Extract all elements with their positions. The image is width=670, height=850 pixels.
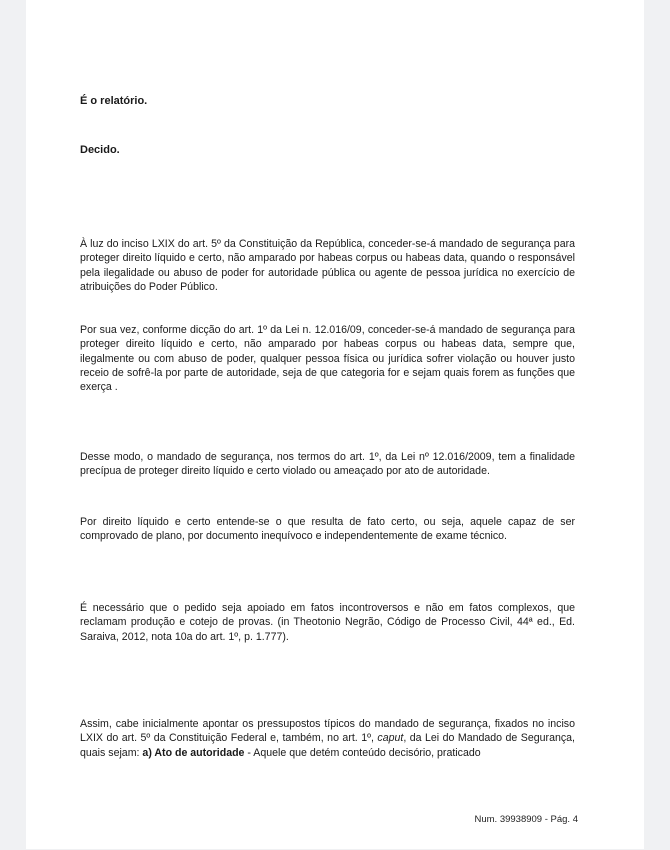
requirements-text-1: Assim, cabe inicialmente apontar os pressupostos típicos do mandado de segurança, fixados no inciso LXIX do art. 5º da Constituição Federal e, também, no art. 1º, [80, 718, 575, 745]
paragraph-law-12016: Por sua vez, conforme dicção do art. 1º da Lei n. 12.016/09, conceder-se-á mandado de segurança para proteger direito líquido e certo, não amparado por habeas corpus ou habeas data, sempre que, ilegalmente ou com abuso de poder, qualquer pessoa física ou jurídica sofrer violação ou houver justo receio de sofrê-la por parte de autoridade, seja de que categoria for e sejam quais forem as funções que exerça . [80, 324, 575, 394]
page-footer: Num. 39938909 - Pág. 4 [474, 814, 578, 825]
document-page [26, 0, 644, 849]
paragraph-requirements [80, 717, 575, 760]
paragraph-purpose: Desse modo, o mandado de segurança, nos termos do art. 1º, da Lei nº 12.016/2009, tem a finalidade precípua de proteger direito líquido e certo violado ou ameaçado por ato de autoridade. [80, 451, 575, 478]
requirements-text-2: , da Lei do Mandado de Segurança, quais sejam: [80, 732, 575, 759]
paragraph-constitution: À luz do inciso LXIX do art. 5º da Constituição da República, conceder-se-á mandado de segurança para proteger direito líquido e certo, não amparado por habeas corpus ou habeas data, quando o responsável pela ilegalidade ou abuso de poder for autoridade pública ou agente de pessoa jurídica no exercício de atribuições do Poder Público. [80, 238, 575, 293]
paragraph-facts: É necessário que o pedido seja apoiado em fatos incontroversos e não em fatos complexos, que reclamam produção e cotejo de provas. (in Theotonio Negrão, Código de Processo Civil, 44ª ed., Ed. Saraiva, 2012, nota 10a do art. 1º, p. 1.777). [80, 602, 575, 643]
requirements-caput: caput [377, 732, 404, 745]
heading-decision: Decido. [80, 144, 120, 156]
paragraph-liquid-right: Por direito líquido e certo entende-se o que resulta de fato certo, ou seja, aquele capaz de ser comprovado de plano, por documento inequívoco e independentemente de exame técnico. [80, 516, 575, 543]
requirements-act-of-authority: a) Ato de autoridade [142, 746, 245, 759]
requirements-text-3: - Aquele que detém conteúdo decisório, praticado [244, 746, 481, 759]
heading-report: É o relatório. [80, 95, 148, 107]
